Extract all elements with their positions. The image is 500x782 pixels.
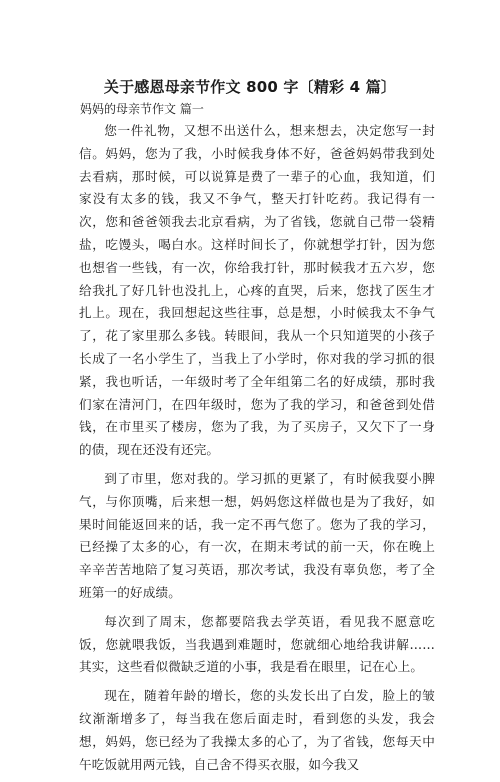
article-body xyxy=(79,120,435,782)
document-title: 关于感恩母亲节作文 800 字〔精彩 4 篇〕 xyxy=(103,78,397,96)
paragraph: 到了市里，您对我的。学习抓的更紧了，有时候我耍小脾气，与你顶嘴，后来想一想，妈妈您这样做也是为了我好，如果时间能返回来的话，我一定不再气您了。您为了我的学习，已经操了太多的心，有一次，在期末考试的前一天，你在晚上辛辛苦苦地陪了复习英语，那次考试，我没有辜负您，考了全班第一的好成绩。 xyxy=(79,470,435,600)
paragraph: 您一件礼物，又想不出送什么，想来想去，决定您写一封信。妈妈，您为了我，小时候我身体不好，爸爸妈妈带我到处去看病，那时候，可以说算是费了一辈子的心血，我知道，们家没有太多的钱，我又不争气，整天打针吃药。我记得有一次，您和爸爸领我去北京看病，为了省钱，您就自己带一袋精盐，吃馒头，喝白水。这样时间长了，你就想学打针，因为您也想省一些钱，有一次，你给我打针，那时候我才五六岁，您给我扎了好几针也没扎上，心疼的直哭，后来，您找了医生才扎上。现在，我回想起这些往事，总是想，小时候我太不争气了，花了家里那么多钱。转眼间，我从一个只知道哭的小孩子长成了一名小学生了，当我上了小学时，你对我的学习抓的很紧，我也听话，一年级时考了全年组第二名的好成绩，那时我们家在清河门，在四年级时，您为了我的学习，和爸爸到处借钱，在市里买了楼房，您为了我，为了买房子，又欠下了一身的债，现在还没有还完。 xyxy=(79,123,435,458)
paragraph: 每次到了周末，您都要陪我去学英语，看见我不愿意吃饭，您就喂我饭，当我遇到难题时，您就细心地给我讲解……其实，这些看似微缺乏道的小事，我是看在眼里，记在心上。 xyxy=(79,613,435,675)
section-heading: 妈妈的母亲节作文 篇一 xyxy=(80,102,204,116)
paragraph: 现在，随着年龄的增长，您的头发长出了白发，脸上的皱纹渐渐增多了，每当我在您后面走时，看到您的头发，我会想，妈妈，您已经为了我操太多的心了，为了省钱，您每天中午吃饭就用两元钱，自己舍不得买衣服，如今我又 xyxy=(79,688,435,772)
